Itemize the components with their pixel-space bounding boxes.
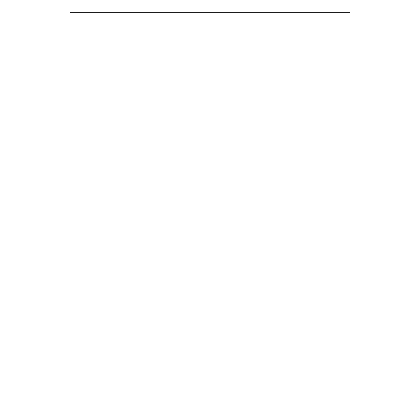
header-rule: [70, 12, 350, 13]
